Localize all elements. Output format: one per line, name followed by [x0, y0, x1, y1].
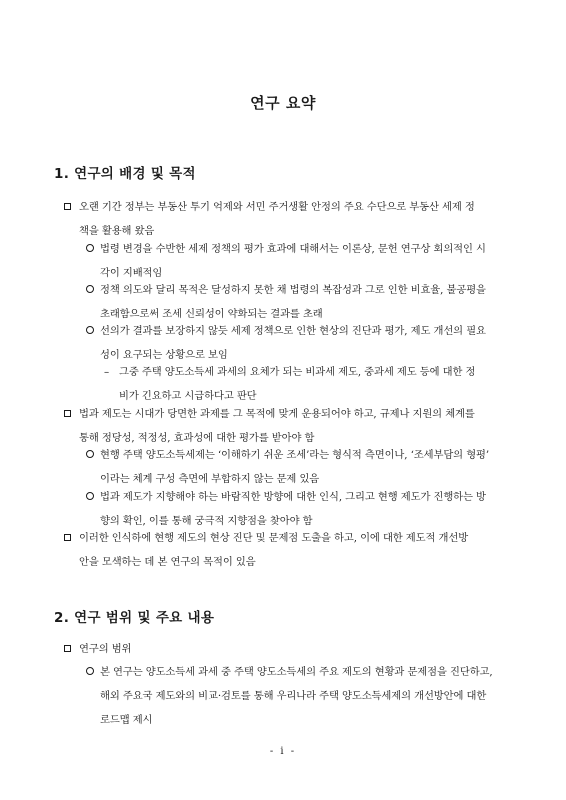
circle-bullet-icon [86, 450, 94, 458]
circle-bullet-icon [86, 285, 94, 293]
square-bullet-icon [64, 645, 71, 652]
list-item: 법과 제도는 시대가 당면한 과제를 그 목적에 맞게 운용되어야 하고, 규제나 지원의 체계를 통해 정당성, 적정성, 효과성에 대한 평가를 받아야 함 [64, 402, 475, 450]
list-item: 이러한 인식하에 현행 제도의 현상 진단 및 문제점 도출을 하고, 이에 대한 제도적 개선방 안을 모색하는 데 본 연구의 목적이 있음 [64, 526, 468, 574]
list-item: 연구의 범위 [64, 637, 131, 661]
list-item: 오랜 기간 정부는 부동산 투기 억제와 서민 주거생활 안정의 주요 수단으로 부동산 세제 정 책을 활용해 왔음 [64, 195, 475, 243]
square-bullet-icon [64, 203, 71, 210]
page-number: - i - [269, 746, 297, 757]
page-title: 연구 요약 [250, 94, 316, 112]
list-item: 정책 의도와 달리 목적은 달성하지 못한 채 법령의 복잡성과 그로 인한 비효율, 불공평을 초래함으로써 조세 신뢰성이 약화되는 결과를 초래 [86, 278, 486, 326]
list-item: 선의가 결과를 보장하지 않듯 세제 정책으로 인한 현상의 진단과 평가, 제도 개선의 필요 성이 요구되는 상황으로 보임 [86, 319, 486, 367]
section-heading-background: 1. 연구의 배경 및 목적 [54, 166, 196, 182]
list-item: – 그중 주택 양도소득세 과세의 요체가 되는 비과세 제도, 중과세 제도 등에 대한 정 비가 긴요하고 시급하다고 판단 [104, 360, 475, 408]
section-heading-scope: 2. 연구 범위 및 주요 내용 [54, 610, 215, 626]
list-item: 현행 주택 양도소득세제는 ‘이해하기 쉬운 조세’라는 형식적 측면이나, ‘조세부담의 형평’ 이라는 체계 구성 측면에 부합하지 않는 문제 있음 [86, 443, 489, 491]
square-bullet-icon [64, 410, 71, 417]
circle-bullet-icon [86, 667, 94, 675]
circle-bullet-icon [86, 326, 94, 334]
circle-bullet-icon [86, 244, 94, 252]
square-bullet-icon [64, 534, 71, 541]
list-item: 법령 변경을 수반한 세제 정책의 평가 효과에 대해서는 이론상, 문헌 연구상 회의적인 시 각이 지배적임 [86, 237, 486, 285]
list-item: 법과 제도가 지향해야 하는 바람직한 방향에 대한 인식, 그리고 현행 제도가 진행하는 방 향의 확인, 이를 통해 궁극적 지향점을 찾아야 함 [86, 485, 486, 533]
list-item: 본 연구는 양도소득세 과세 중 주택 양도소득세의 주요 제도의 현황과 문제점을 진단하고, 해외 주요국 제도와의 비교·검토를 통해 우리나라 주택 양도소득세제의 개선방안에 대한 로드맵 제시 [86, 660, 493, 732]
circle-bullet-icon [86, 492, 94, 500]
dash-bullet-icon: – [104, 366, 110, 378]
